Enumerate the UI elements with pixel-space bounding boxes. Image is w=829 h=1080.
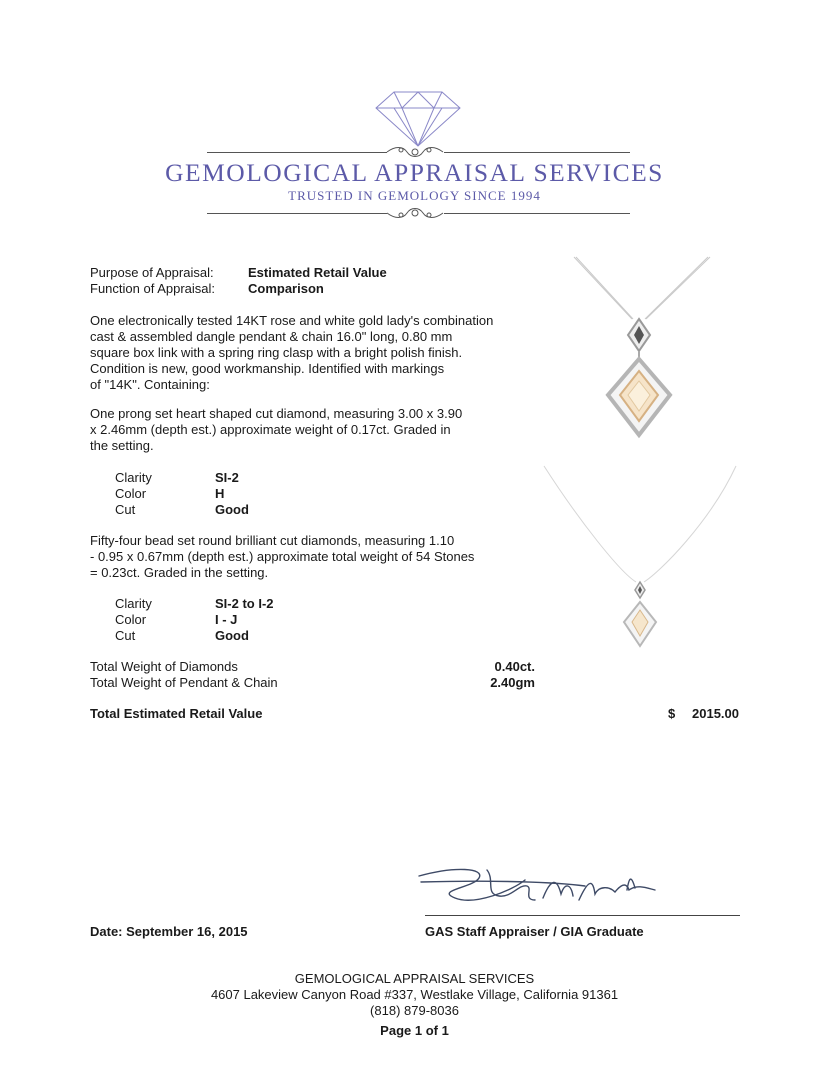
stone1-cut-label: Cut	[115, 502, 136, 517]
stone2-color-value: I - J	[215, 612, 238, 627]
footer-phone: (818) 879-8036	[370, 1003, 459, 1018]
signature-line	[425, 915, 740, 916]
logo-top-rule-left	[207, 152, 387, 153]
appraiser-title: GAS Staff Appraiser / GIA Graduate	[425, 924, 644, 939]
total-diamonds-value: 0.40ct.	[494, 659, 535, 674]
footer-company: GEMOLOGICAL APPRAISAL SERVICES	[294, 971, 535, 986]
total-diamonds-label: Total Weight of Diamonds	[90, 659, 238, 674]
stone1-color-label: Color	[115, 486, 147, 501]
appraiser-signature	[415, 860, 745, 920]
pendant-photo-full	[540, 462, 740, 662]
page-number: Page 1 of 1	[380, 1023, 449, 1038]
logo-bottom-rule-left	[207, 213, 387, 214]
stone2-cut-label: Cut	[115, 628, 136, 643]
retail-currency: $	[668, 706, 676, 721]
stone1-description: One prong set heart shaped cut diamond, measuring 3.00 x 3.90 x 2.46mm (depth est.) approximate weight of 0.17ct. Graded in the setting.	[90, 406, 463, 453]
stone2-description: Fifty-four bead set round brilliant cut diamonds, measuring 1.10 - 0.95 x 0.67mm (depth est.) approximate total weight of 54 Stones = 0.23ct. Graded in the setting.	[90, 533, 475, 580]
stone2-clarity-value: SI-2 to I-2	[215, 596, 274, 611]
item-description: One electronically tested 14KT rose and white gold lady's combination cast & assembled dangle pendant & chain 16.0" long, 0.80 mm square box link with a spring ring clasp with a bright polish finish. Condition is new, good workmanship. Identified with markings of "14K". Containing:	[90, 313, 494, 392]
purpose-label: Purpose of Appraisal:	[90, 265, 214, 280]
function-label: Function of Appraisal:	[90, 281, 216, 296]
function-value: Comparison	[248, 281, 324, 296]
company-name: GEMOLOGICAL APPRAISAL SERVICES	[165, 158, 664, 187]
stone1-clarity-value: SI-2	[215, 470, 239, 485]
purpose-value: Estimated Retail Value	[248, 265, 387, 280]
stone2-clarity-label: Clarity	[115, 596, 152, 611]
stone1-cut-value: Good	[215, 502, 249, 517]
stone1-color-value: H	[215, 486, 225, 501]
logo-top-rule-right	[444, 152, 630, 153]
logo-bottom-rule-right	[444, 213, 630, 214]
stone2-color-label: Color	[115, 612, 147, 627]
total-pendant-value: 2.40gm	[490, 675, 535, 690]
stone1-clarity-label: Clarity	[115, 470, 152, 485]
total-pendant-label: Total Weight of Pendant & Chain	[90, 675, 278, 690]
retail-value: 2015.00	[692, 706, 739, 721]
appraisal-date: Date: September 16, 2015	[90, 924, 248, 939]
retail-value-label: Total Estimated Retail Value	[90, 706, 263, 721]
footer-address: 4607 Lakeview Canyon Road #337, Westlake Village, California 91361	[210, 987, 619, 1002]
diamond-outline-icon	[372, 88, 464, 148]
company-tagline: TRUSTED IN GEMOLOGY SINCE 1994	[288, 188, 541, 203]
flourish-bottom-icon	[385, 205, 445, 221]
stone2-cut-value: Good	[215, 628, 249, 643]
pendant-photo-closeup	[560, 255, 720, 440]
